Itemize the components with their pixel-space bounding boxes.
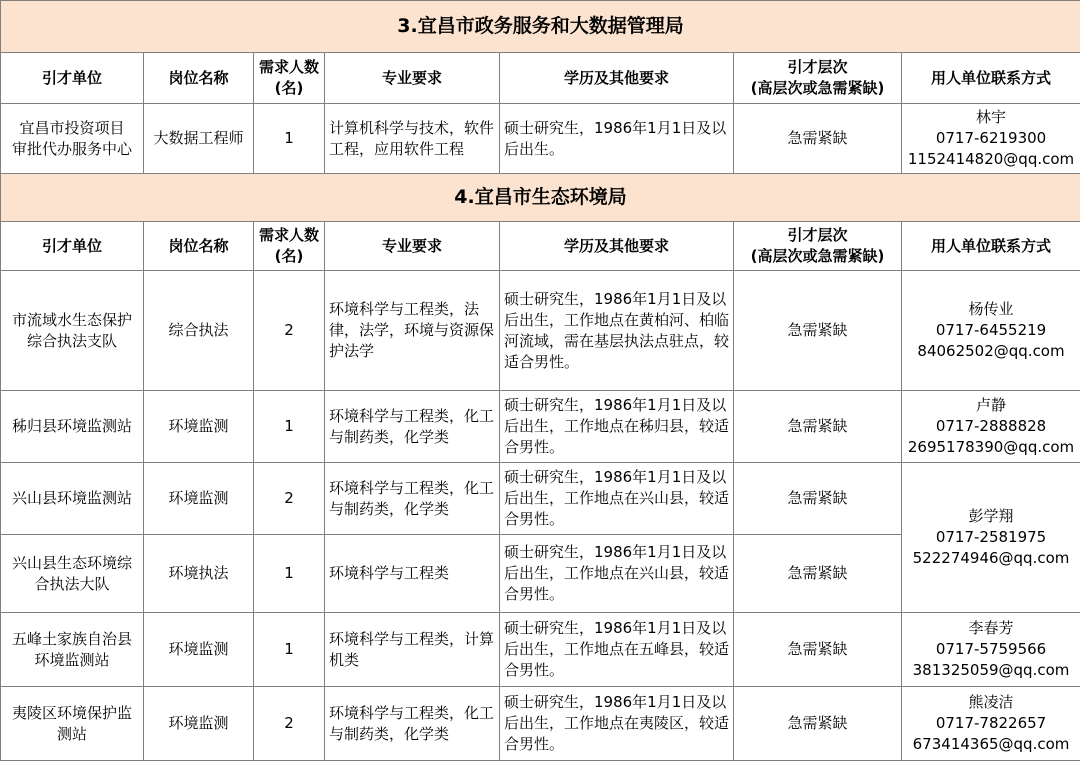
table-row	[1, 391, 1080, 463]
unit-cell: 兴山县环境监测站	[1, 463, 144, 535]
education-cell: 硕士研究生，1986年1月1日及以后出生，工作地点在秭归县，较适合男性。	[500, 391, 734, 463]
header-contact: 用人单位联系方式	[902, 222, 1080, 271]
section-4-title: 4.宜昌市生态环境局	[1, 174, 1080, 222]
header-row	[1, 53, 1080, 104]
contact-cell: 熊凌洁 0717-7822657 673414365@qq.com	[902, 687, 1080, 761]
education-cell: 硕士研究生，1986年1月1日及以后出生，工作地点在夷陵区，较适合男性。	[500, 687, 734, 761]
contact-cell: 李春芳 0717-5759566 381325059@qq.com	[902, 613, 1080, 687]
section-4-title-row	[1, 174, 1080, 222]
major-cell: 环境科学与工程类，法律，法学，环境与资源保护法学	[325, 271, 500, 391]
position-cell: 环境执法	[144, 535, 254, 613]
position-cell: 环境监测	[144, 613, 254, 687]
count-cell: 1	[254, 535, 325, 613]
header-education: 学历及其他要求	[500, 53, 734, 104]
education-cell: 硕士研究生，1986年1月1日及以后出生，工作地点在兴山县，较适合男性。	[500, 535, 734, 613]
table-row	[1, 613, 1080, 687]
level-cell: 急需紧缺	[734, 535, 902, 613]
header-position: 岗位名称	[144, 222, 254, 271]
count-cell: 1	[254, 104, 325, 174]
header-level: 引才层次 (高层次或急需紧缺)	[734, 53, 902, 104]
major-cell: 环境科学与工程类，计算机类	[325, 613, 500, 687]
major-cell: 环境科学与工程类，化工与制药类，化学类	[325, 391, 500, 463]
unit-cell: 市流域水生态保护 综合执法支队	[1, 271, 144, 391]
education-cell: 硕士研究生，1986年1月1日及以后出生。	[500, 104, 734, 174]
position-cell: 环境监测	[144, 391, 254, 463]
count-cell: 2	[254, 463, 325, 535]
unit-cell: 宜昌市投资项目 审批代办服务中心	[1, 104, 144, 174]
table-row	[1, 687, 1080, 761]
count-cell: 2	[254, 687, 325, 761]
header-row	[1, 222, 1080, 271]
position-cell: 环境监测	[144, 687, 254, 761]
header-level: 引才层次 (高层次或急需紧缺)	[734, 222, 902, 271]
position-cell: 大数据工程师	[144, 104, 254, 174]
contact-cell: 卢静 0717-2888828 2695178390@qq.com	[902, 391, 1080, 463]
level-cell: 急需紧缺	[734, 613, 902, 687]
contact-cell: 杨传业 0717-6455219 84062502@qq.com	[902, 271, 1080, 391]
major-cell: 计算机科学与技术，软件工程，应用软件工程	[325, 104, 500, 174]
unit-cell: 秭归县环境监测站	[1, 391, 144, 463]
table-row	[1, 463, 1080, 535]
position-cell: 环境监测	[144, 463, 254, 535]
unit-cell: 夷陵区环境保护监 测站	[1, 687, 144, 761]
header-unit: 引才单位	[1, 222, 144, 271]
unit-cell: 五峰土家族自治县 环境监测站	[1, 613, 144, 687]
section-3-title: 3.宜昌市政务服务和大数据管理局	[1, 1, 1080, 53]
table-row	[1, 104, 1080, 174]
level-cell: 急需紧缺	[734, 391, 902, 463]
header-major: 专业要求	[325, 222, 500, 271]
count-cell: 2	[254, 271, 325, 391]
header-count: 需求人数 (名)	[254, 222, 325, 271]
header-unit: 引才单位	[1, 53, 144, 104]
major-cell: 环境科学与工程类，化工与制药类，化学类	[325, 687, 500, 761]
level-cell: 急需紧缺	[734, 463, 902, 535]
level-cell: 急需紧缺	[734, 104, 902, 174]
education-cell: 硕士研究生，1986年1月1日及以后出生，工作地点在黄柏河、柏临河流域，需在基层执法点驻点，较适合男性。	[500, 271, 734, 391]
header-major: 专业要求	[325, 53, 500, 104]
major-cell: 环境科学与工程类，化工与制药类，化学类	[325, 463, 500, 535]
header-count: 需求人数 (名)	[254, 53, 325, 104]
major-cell: 环境科学与工程类	[325, 535, 500, 613]
level-cell: 急需紧缺	[734, 271, 902, 391]
position-cell: 综合执法	[144, 271, 254, 391]
header-education: 学历及其他要求	[500, 222, 734, 271]
section-3-title-row	[1, 1, 1080, 53]
table-row	[1, 271, 1080, 391]
contact-cell: 彭学翔 0717-2581975 522274946@qq.com	[902, 463, 1080, 613]
count-cell: 1	[254, 391, 325, 463]
header-position: 岗位名称	[144, 53, 254, 104]
level-cell: 急需紧缺	[734, 687, 902, 761]
education-cell: 硕士研究生，1986年1月1日及以后出生，工作地点在五峰县，较适合男性。	[500, 613, 734, 687]
unit-cell: 兴山县生态环境综 合执法大队	[1, 535, 144, 613]
contact-cell: 林宇 0717-6219300 1152414820@qq.com	[902, 104, 1080, 174]
education-cell: 硕士研究生，1986年1月1日及以后出生，工作地点在兴山县，较适合男性。	[500, 463, 734, 535]
count-cell: 1	[254, 613, 325, 687]
header-contact: 用人单位联系方式	[902, 53, 1080, 104]
